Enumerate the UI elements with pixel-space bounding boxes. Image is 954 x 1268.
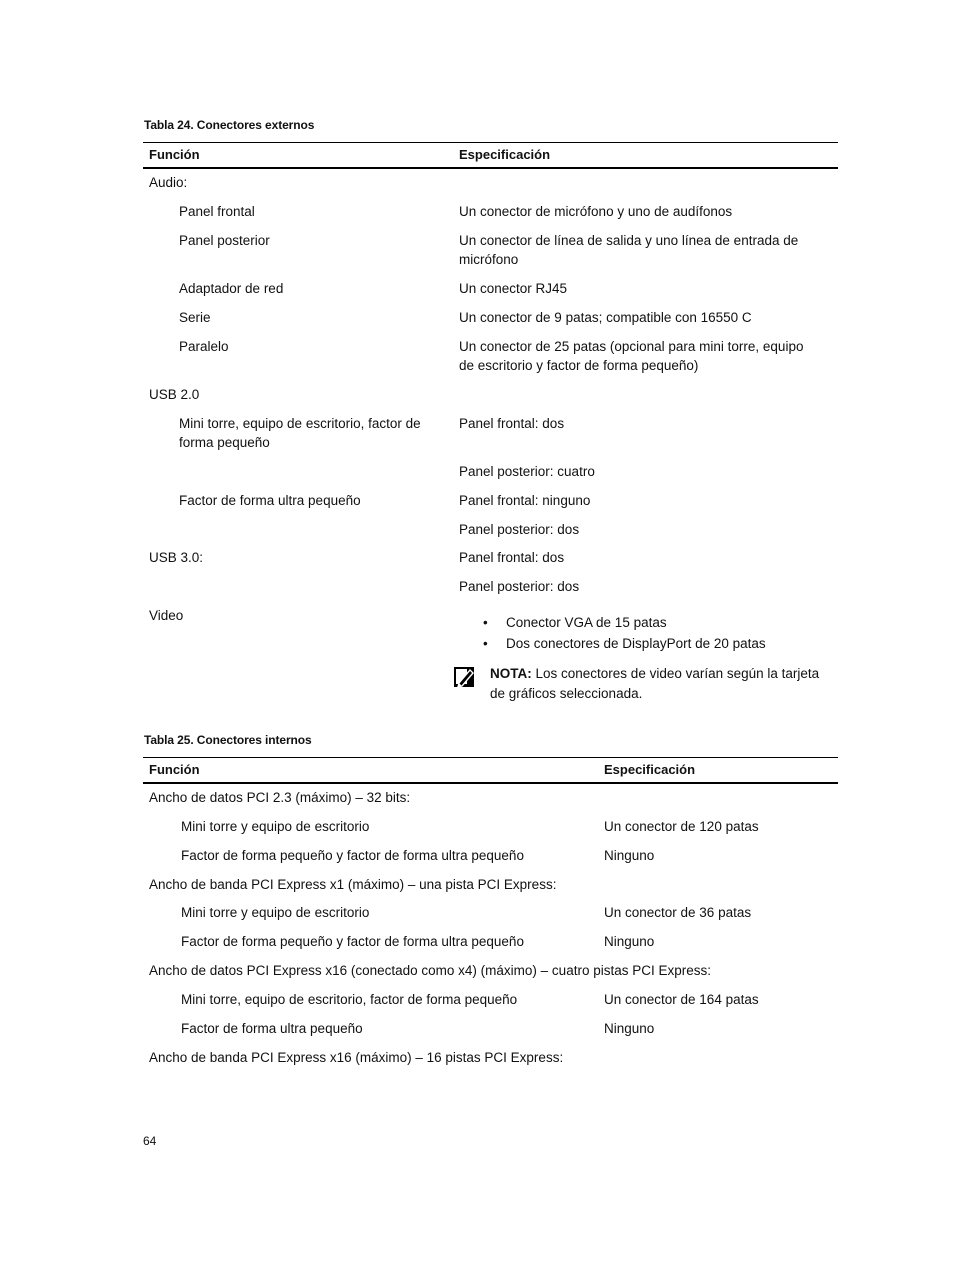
table-row-spec: Ninguno xyxy=(604,1021,655,1036)
table-row-function: Mini torre, equipo de escritorio, factor de forma pequeño xyxy=(179,416,421,450)
table-row-function: Factor de forma pequeño y factor de forma ultra pequeño xyxy=(181,934,524,949)
table-25-top-rule xyxy=(143,757,838,758)
bullet-text: Dos conectores de DisplayPort de 20 patas xyxy=(506,636,766,651)
table-row-spec: Un conector de 9 patas; compatible con 16550 C xyxy=(459,310,752,325)
table-row-function: Panel posterior xyxy=(179,233,270,248)
table-row-spec: Panel posterior: dos xyxy=(459,522,580,537)
table-row-function: Mini torre, equipo de escritorio, factor de forma pequeño xyxy=(181,992,518,1007)
table-24-header-rule xyxy=(143,167,838,169)
table-row-spec: Panel frontal: dos xyxy=(459,550,565,565)
note-text xyxy=(490,664,835,704)
table-row-function: Factor de forma pequeño y factor de forma ultra pequeño xyxy=(181,848,524,863)
bullet-text: Conector VGA de 15 patas xyxy=(506,615,667,630)
bullet-marker: • xyxy=(483,615,488,630)
table-24-caption: Tabla 24. Conectores externos xyxy=(144,118,315,132)
table-25-header-function: Función xyxy=(149,762,200,777)
table-25-header-spec: Especificación xyxy=(604,762,696,777)
table-row-function: Audio: xyxy=(149,175,188,190)
table-row-spec: Un conector RJ45 xyxy=(459,281,568,296)
table-24-header-spec: Especificación xyxy=(459,147,551,162)
table-row-function: Ancho de banda PCI Express x16 (máximo) – 16 pistas PCI Express: xyxy=(149,1050,564,1065)
table-row-function: USB 3.0: xyxy=(149,550,204,565)
table-row-spec: Un conector de 164 patas xyxy=(604,992,759,1007)
table-row-function: Ancho de datos PCI 2.3 (máximo) – 32 bits: xyxy=(149,790,411,805)
table-25-header-rule xyxy=(143,782,838,784)
table-row-spec: Ninguno xyxy=(604,848,655,863)
table-row-spec: Un conector de 36 patas xyxy=(604,905,752,920)
page-number: 64 xyxy=(143,1134,157,1148)
note-label: NOTA: xyxy=(490,666,532,681)
table-row-spec: Panel frontal: dos xyxy=(459,416,565,431)
video-bullet-item xyxy=(483,634,766,653)
table-row-function: Ancho de datos PCI Express x16 (conectado como x4) (máximo) – cuatro pistas PCI Express: xyxy=(149,963,711,978)
bullet-marker: • xyxy=(483,636,488,651)
table-row-function: Factor de forma ultra pequeño xyxy=(181,1021,363,1036)
table-row-spec: Ninguno xyxy=(604,934,655,949)
table-row-function: Panel frontal xyxy=(179,204,255,219)
table-row-spec: Panel posterior: cuatro xyxy=(459,464,595,479)
table-row-spec: Un conector de 25 patas (opcional para mini torre, equipo de escritorio y factor de forma pequeño) xyxy=(459,339,804,373)
table-row-function: Paralelo xyxy=(179,339,229,354)
table-row-spec: Un conector de 120 patas xyxy=(604,819,759,834)
table-25-caption: Tabla 25. Conectores internos xyxy=(144,733,312,747)
table-24-header-function: Función xyxy=(149,147,200,162)
table-row-spec: Panel frontal: ninguno xyxy=(459,493,591,508)
table-24-top-rule xyxy=(143,142,838,143)
table-row-function: Factor de forma ultra pequeño xyxy=(179,493,361,508)
pencil-note-icon xyxy=(453,666,475,688)
table-row-function: Mini torre y equipo de escritorio xyxy=(181,905,370,920)
table-row-spec: Un conector de línea de salida y uno línea de entrada de micrófono xyxy=(459,233,799,267)
table-row-function: Ancho de banda PCI Express x1 (máximo) – una pista PCI Express: xyxy=(149,877,557,892)
table-row-function: USB 2.0 xyxy=(149,387,200,402)
table-row-function: Video xyxy=(149,608,184,623)
note-body: Los conectores de video varían según la tarjeta de gráficos seleccionada. xyxy=(490,666,820,701)
table-row-function: Serie xyxy=(179,310,211,325)
table-row-function: Mini torre y equipo de escritorio xyxy=(181,819,370,834)
video-bullet-item xyxy=(483,613,667,632)
table-row-spec: Panel posterior: dos xyxy=(459,579,580,594)
table-row-spec: Un conector de micrófono y uno de audífonos xyxy=(459,204,733,219)
table-row-function: Adaptador de red xyxy=(179,281,284,296)
